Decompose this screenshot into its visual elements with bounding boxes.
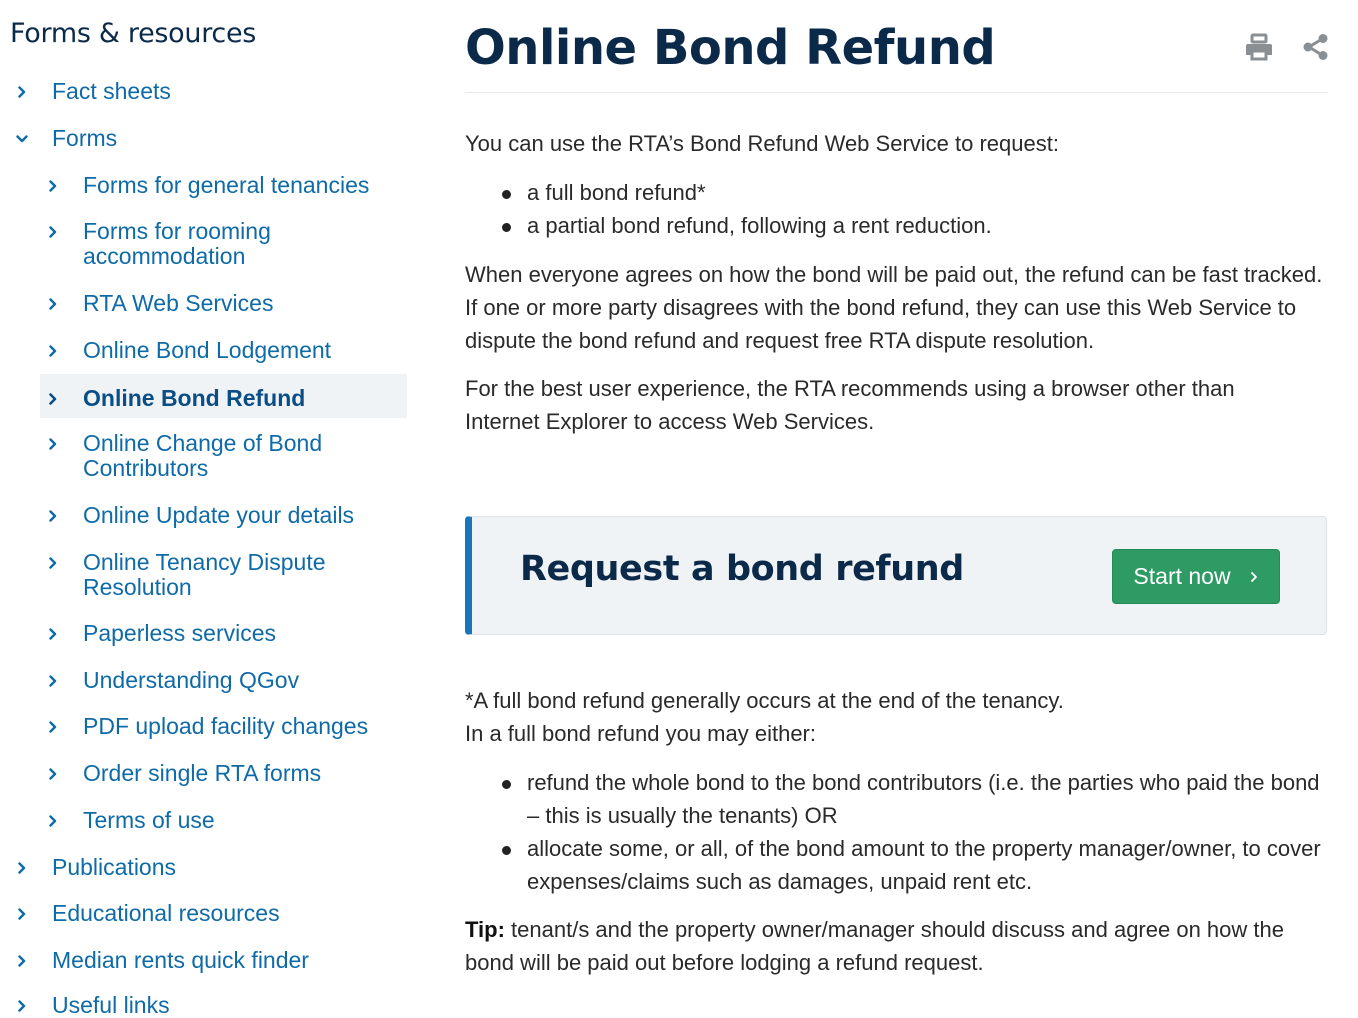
- sidebar-item-label: Paperless services: [83, 620, 277, 646]
- sidebar: [0, 0, 410, 1018]
- sidebar-item-online-tenancy-dispute[interactable]: [47, 550, 347, 600]
- sidebar-item-label: Publications: [52, 854, 177, 880]
- list-item: allocate some, or all, of the bond amount to the property manager/owner, to cover expenses/claims such as damages, unpaid rent etc.: [465, 832, 1330, 898]
- sidebar-item-label: Median rents quick finder: [52, 947, 309, 973]
- sidebar-item-label: Terms of use: [83, 807, 215, 833]
- browser-paragraph: For the best user experience, the RTA recommends using a browser other than Internet Explorer to access Web Services.: [465, 376, 1235, 434]
- sidebar-item-useful-links[interactable]: [16, 993, 170, 1018]
- chevron-right-icon: [16, 993, 38, 1018]
- chevron-right-icon: [47, 621, 69, 646]
- sidebar-item-label: Educational resources: [52, 900, 280, 926]
- sidebar-item-online-update-details[interactable]: [47, 503, 354, 528]
- share-icon: [1300, 32, 1330, 62]
- sidebar-item-label: Online Bond Refund: [83, 385, 306, 411]
- sidebar-item-label: Forms: [52, 125, 118, 151]
- sidebar-item-label: Understanding QGov: [83, 667, 300, 693]
- sidebar-item-label: Online Change of Bond Contributors: [83, 430, 323, 481]
- sidebar-item-median-rents[interactable]: [16, 948, 309, 973]
- sidebar-item-paperless-services[interactable]: [47, 621, 276, 646]
- print-button[interactable]: [1243, 30, 1275, 64]
- chevron-right-icon: [16, 901, 38, 926]
- sidebar-item-forms-rooming[interactable]: [47, 219, 347, 269]
- sidebar-item-understanding-qgov[interactable]: [47, 668, 299, 693]
- chevron-right-icon: [47, 431, 69, 456]
- title-divider: [465, 92, 1328, 93]
- chevron-right-icon: [47, 386, 69, 411]
- full-refund-note: *A full bond refund generally occurs at the end of the tenancy.: [465, 688, 1064, 713]
- sidebar-item-terms-of-use[interactable]: [47, 808, 215, 833]
- chevron-right-icon: [47, 338, 69, 363]
- sidebar-item-label: RTA Web Services: [83, 290, 274, 316]
- chevron-right-icon: [16, 855, 38, 880]
- chevron-right-icon: [47, 219, 69, 244]
- tip-label: Tip:: [465, 917, 505, 942]
- sidebar-item-fact-sheets[interactable]: [16, 79, 171, 104]
- request-list: [465, 176, 1330, 242]
- sidebar-item-label: Forms for rooming accommodation: [83, 218, 271, 269]
- printer-icon: [1244, 32, 1274, 62]
- chevron-right-icon: [47, 550, 69, 575]
- chevron-right-icon: [47, 714, 69, 739]
- chevron-right-icon: [47, 173, 69, 198]
- sidebar-item-online-bond-lodgement[interactable]: [47, 338, 331, 363]
- sidebar-item-educational-resources[interactable]: [16, 901, 280, 926]
- list-item: a partial bond refund, following a rent reduction.: [465, 209, 1330, 242]
- chevron-right-icon: [1249, 572, 1259, 582]
- sidebar-item-online-change-bond-contributors[interactable]: [47, 431, 347, 481]
- tip-text: tenant/s and the property owner/manager should discuss and agree on how the bond will be paid out before lodging a refund request.: [465, 917, 1284, 975]
- start-now-label: Start now: [1133, 563, 1231, 589]
- page-title: Online Bond Refund: [465, 20, 996, 76]
- chevron-right-icon: [16, 948, 38, 973]
- sidebar-item-label: PDF upload facility changes: [83, 713, 369, 739]
- sidebar-item-label: Online Update your details: [83, 502, 355, 528]
- page-tools: [1243, 30, 1331, 64]
- intro-text: You can use the RTA’s Bond Refund Web Service to request:: [465, 131, 1059, 156]
- chevron-right-icon: [16, 79, 38, 104]
- chevron-right-icon: [47, 291, 69, 316]
- sidebar-item-online-bond-refund[interactable]: [47, 386, 305, 411]
- sidebar-item-forms[interactable]: [16, 126, 117, 151]
- chevron-right-icon: [47, 668, 69, 693]
- share-button[interactable]: [1299, 30, 1331, 64]
- sidebar-item-label: Forms for general tenancies: [83, 172, 370, 198]
- sidebar-item-forms-general-tenancies[interactable]: [47, 173, 369, 198]
- sidebar-item-label: Online Bond Lodgement: [83, 337, 332, 363]
- sidebar-item-label: Online Tenancy Dispute Resolution: [83, 549, 326, 600]
- sidebar-item-order-single-forms[interactable]: [47, 761, 321, 786]
- sidebar-item-pdf-upload-changes[interactable]: [47, 714, 368, 739]
- either-list: [465, 766, 1330, 898]
- sidebar-item-label: Fact sheets: [52, 78, 171, 104]
- sidebar-item-rta-web-services[interactable]: [47, 291, 273, 316]
- sidebar-title: Forms & resources: [10, 18, 257, 49]
- cta-title: Request a bond refund: [520, 549, 964, 589]
- chevron-down-icon: [16, 126, 38, 151]
- list-item: a full bond refund*: [465, 176, 1330, 209]
- request-refund-panel: [465, 516, 1327, 635]
- agree-paragraph: When everyone agrees on how the bond will be paid out, the refund can be fast tracked. If one or more party disagrees with the bond refund, they can use this Web Service to dispute the bond refund and request free RTA dispute resolution.: [465, 262, 1323, 353]
- chevron-right-icon: [47, 503, 69, 528]
- start-now-button[interactable]: [1112, 549, 1280, 604]
- tip-paragraph: [465, 913, 1330, 979]
- list-item: refund the whole bond to the bond contributors (i.e. the parties who paid the bond – this is usually the tenants) OR: [465, 766, 1330, 832]
- chevron-right-icon: [47, 761, 69, 786]
- sidebar-item-label: Order single RTA forms: [83, 760, 322, 786]
- chevron-right-icon: [47, 808, 69, 833]
- sidebar-item-publications[interactable]: [16, 855, 176, 880]
- full-refund-either: In a full bond refund you may either:: [465, 721, 816, 746]
- sidebar-item-label: Useful links: [52, 992, 170, 1018]
